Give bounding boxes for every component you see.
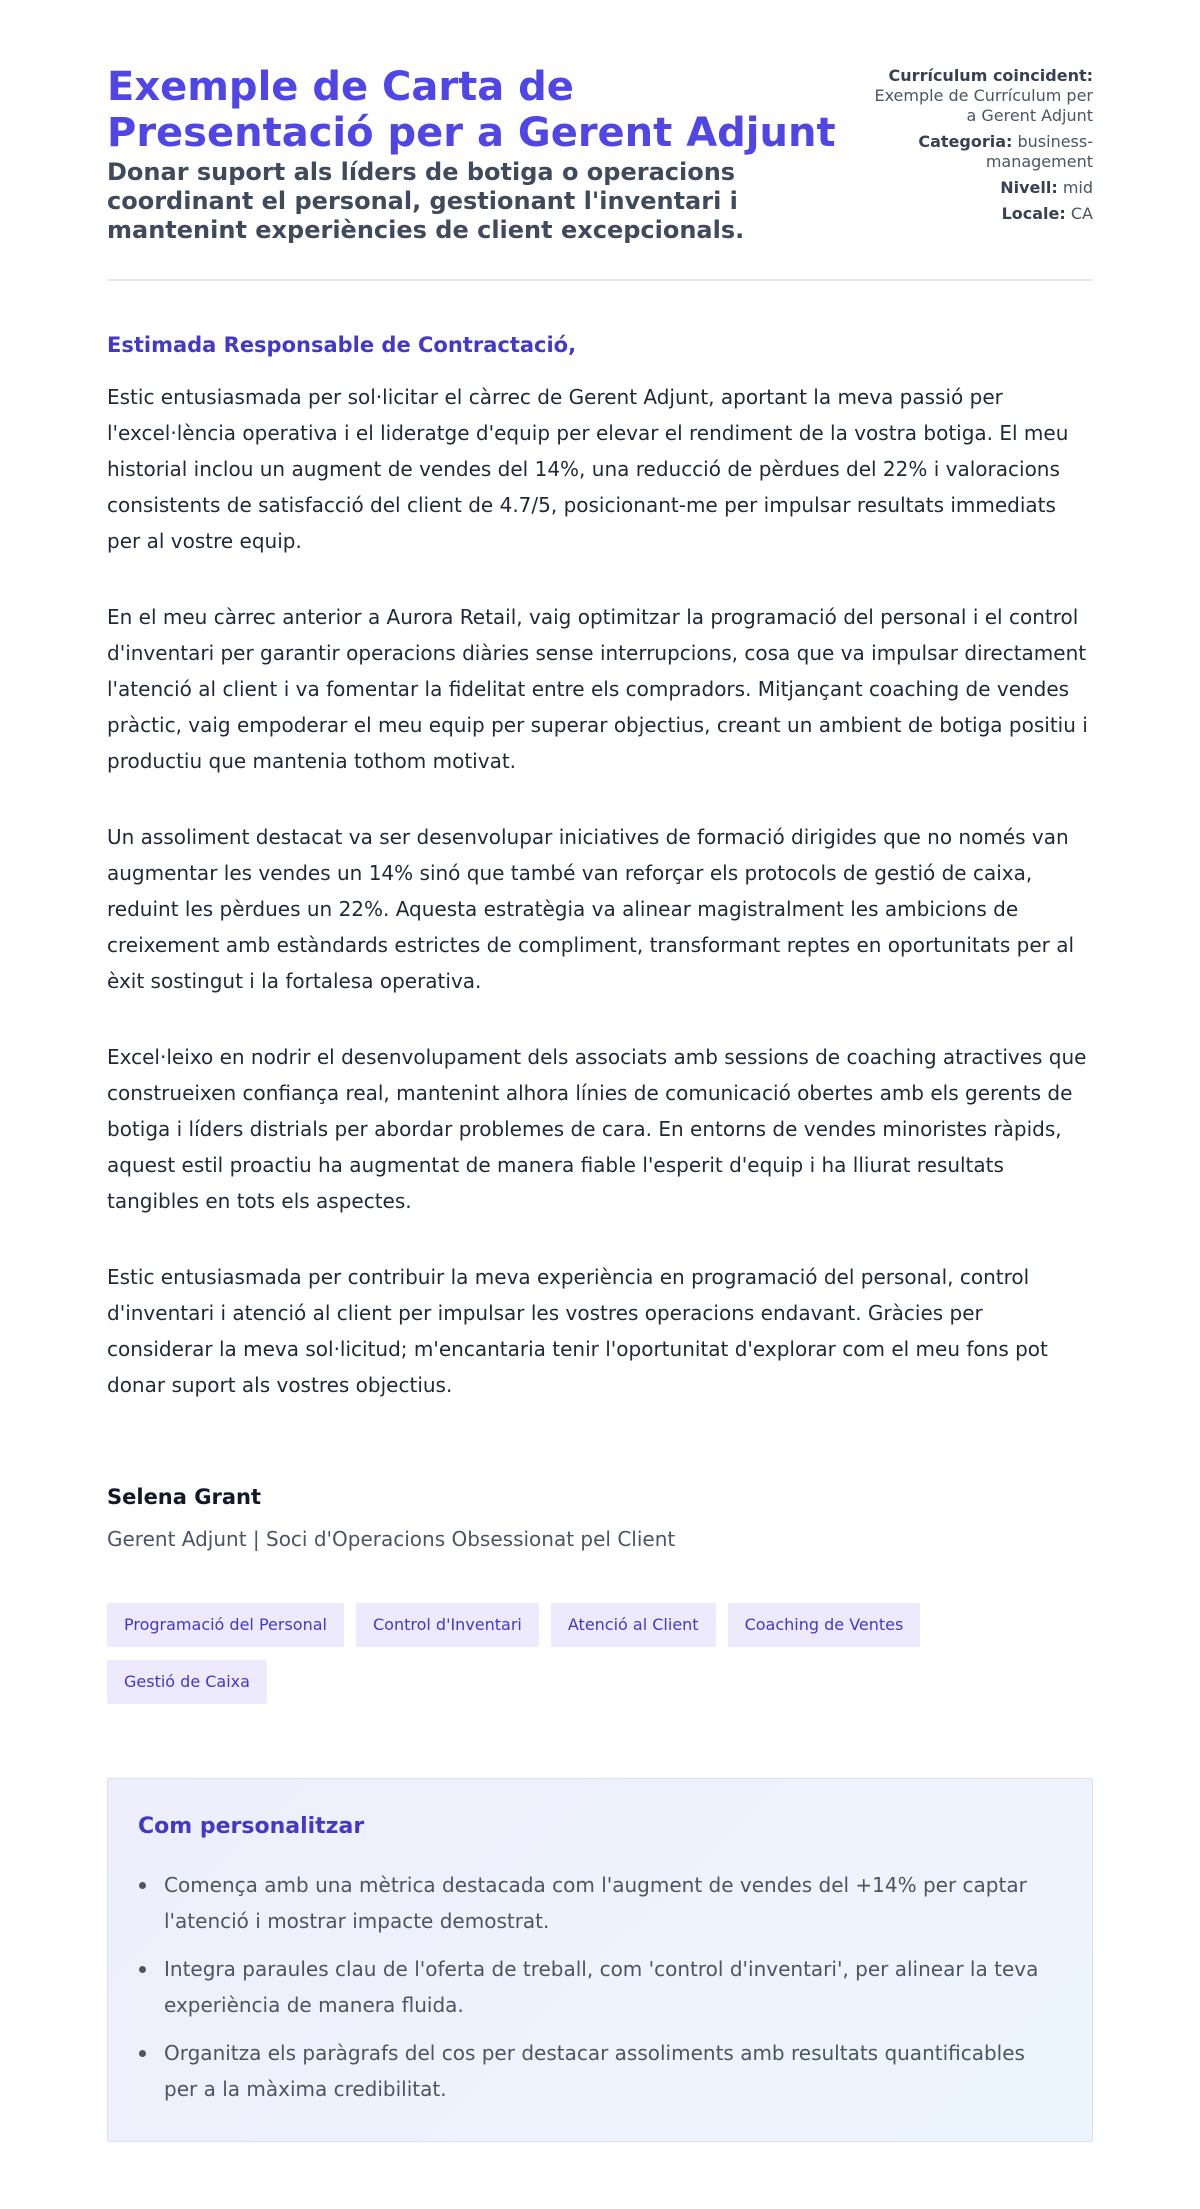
signature-role: Gerent Adjunt | Soci d'Operacions Obsessionat pel Client <box>107 1527 676 1551</box>
letter-paragraphs <box>107 379 1093 1403</box>
page-subtitle: Donar suport als líders de botiga o operacions coordinant el personal, gestionant l'inventari i mantenint experiències de client excepcionals. <box>107 158 745 244</box>
meta-locale <box>868 204 1093 224</box>
skill-tag: Programació del Personal <box>107 1603 344 1647</box>
skill-tag: Atenció al Client <box>551 1603 716 1647</box>
tip-text: Comença amb una mètrica destacada com l'augment de vendes del +14% per captar l'atenció i mostrar impacte demostrat. <box>164 1873 1027 1933</box>
meta-locale-label: Locale: <box>1001 204 1066 223</box>
letter-paragraph-4: Excel·leixo en nodrir el desenvolupament dels associats amb sessions de coaching atractives que construeixen confiança real, mantenint alhora línies de comunicació obertes amb els gerents de botiga i líders distrials per abordar problemes de cara. En entorns de vendes minoristes ràpids, aquest estil proactiu ha augmentat de manera fiable l'esperit d'equip i ha lliurat resultats tangibles en tots els aspectes. <box>107 1045 1087 1213</box>
skill-tags <box>107 1603 1007 1704</box>
meta-level-value: mid <box>1062 178 1093 197</box>
bullet-icon <box>139 2050 146 2057</box>
meta-category-value: business-management <box>985 132 1093 171</box>
signature-block <box>107 1483 1093 1553</box>
letter-body <box>107 331 1093 1553</box>
letter-paragraph-1: Estic entusiasmada per sol·licitar el càrrec de Gerent Adjunt, aportant la meva passió per l'excel·lència operativa i el lideratge d'equip per elevar el rendiment de la vostra botiga. El meu historial inclou un augment de vendes del 14%, una reducció de pèrdues del 22% i valoracions consistents de satisfacció del client de 4.7/5, posicionant-me per impulsar resultats immediats per al vostre equip. <box>107 385 1069 553</box>
header-title-block <box>107 64 847 245</box>
tip-text: Integra paraules clau de l'oferta de treball, com 'control d'inventari', per alinear la teva experiència de manera fluida. <box>164 1957 1039 2017</box>
tips-list <box>138 1867 1062 2107</box>
tips-title: Com personalitzar <box>138 1814 365 1839</box>
meta-category <box>868 132 1093 172</box>
meta-matching-resume-label: Currículum coincident: <box>888 66 1093 85</box>
letter-paragraph-2: En el meu càrrec anterior a Aurora Retail, vaig optimitzar la programació del personal i el control d'inventari per garantir operacions diàries sense interrupcions, cosa que va impulsar directament l'atenció al client i va fomentar la fidelitat entre els compradors. Mitjançant coaching de vendes pràctic, vaig empoderar el meu equip per superar objectius, creant un ambient de botiga positiu i productiu que mantenia tothom motivat. <box>107 605 1088 773</box>
tip-text: Organitza els paràgrafs del cos per destacar assoliments amb resultats quantificables per a la màxima credibilitat. <box>164 2041 1025 2101</box>
bullet-icon <box>139 1966 146 1973</box>
page-title: Exemple de Carta de Presentació per a Gerent Adjunt <box>107 64 836 156</box>
tip-item <box>138 1951 1062 2023</box>
meta-category-label: Categoria: <box>918 132 1013 151</box>
customization-tips-box <box>107 1778 1093 2142</box>
meta-matching-resume <box>868 66 1093 126</box>
meta-locale-value: CA <box>1070 204 1093 223</box>
tip-item <box>138 2035 1062 2107</box>
meta-panel <box>868 66 1093 230</box>
meta-level-label: Nivell: <box>1000 178 1058 197</box>
bullet-icon <box>139 1882 146 1889</box>
meta-level <box>868 178 1093 198</box>
salutation: Estimada Responsable de Contractació, <box>107 333 577 357</box>
skill-tag: Coaching de Ventes <box>728 1603 921 1647</box>
tip-item <box>138 1867 1062 1939</box>
letter-paragraph-5: Estic entusiasmada per contribuir la meva experiència en programació del personal, control d'inventari i atenció al client per impulsar les vostres operacions endavant. Gràcies per considerar la meva sol·licitud; m'encantaria tenir l'oportunitat d'explorar com el meu fons pot donar suport als vostres objectius. <box>107 1265 1048 1397</box>
meta-matching-resume-value: Exemple de Currículum per a Gerent Adjunt <box>874 86 1093 125</box>
skill-tag: Control d'Inventari <box>356 1603 539 1647</box>
page-header <box>107 64 1093 281</box>
skill-tag: Gestió de Caixa <box>107 1660 267 1704</box>
signature-name: Selena Grant <box>107 1485 261 1509</box>
letter-paragraph-3: Un assoliment destacat va ser desenvolupar iniciatives de formació dirigides que no només van augmentar les vendes un 14% sinó que també van reforçar els protocols de gestió de caixa, reduint les pèrdues un 22%. Aquesta estratègia va alinear magistralment les ambicions de creixement amb estàndards estrictes de compliment, transformant reptes en oportunitats per al èxit sostingut i la fortalesa operativa. <box>107 825 1075 993</box>
